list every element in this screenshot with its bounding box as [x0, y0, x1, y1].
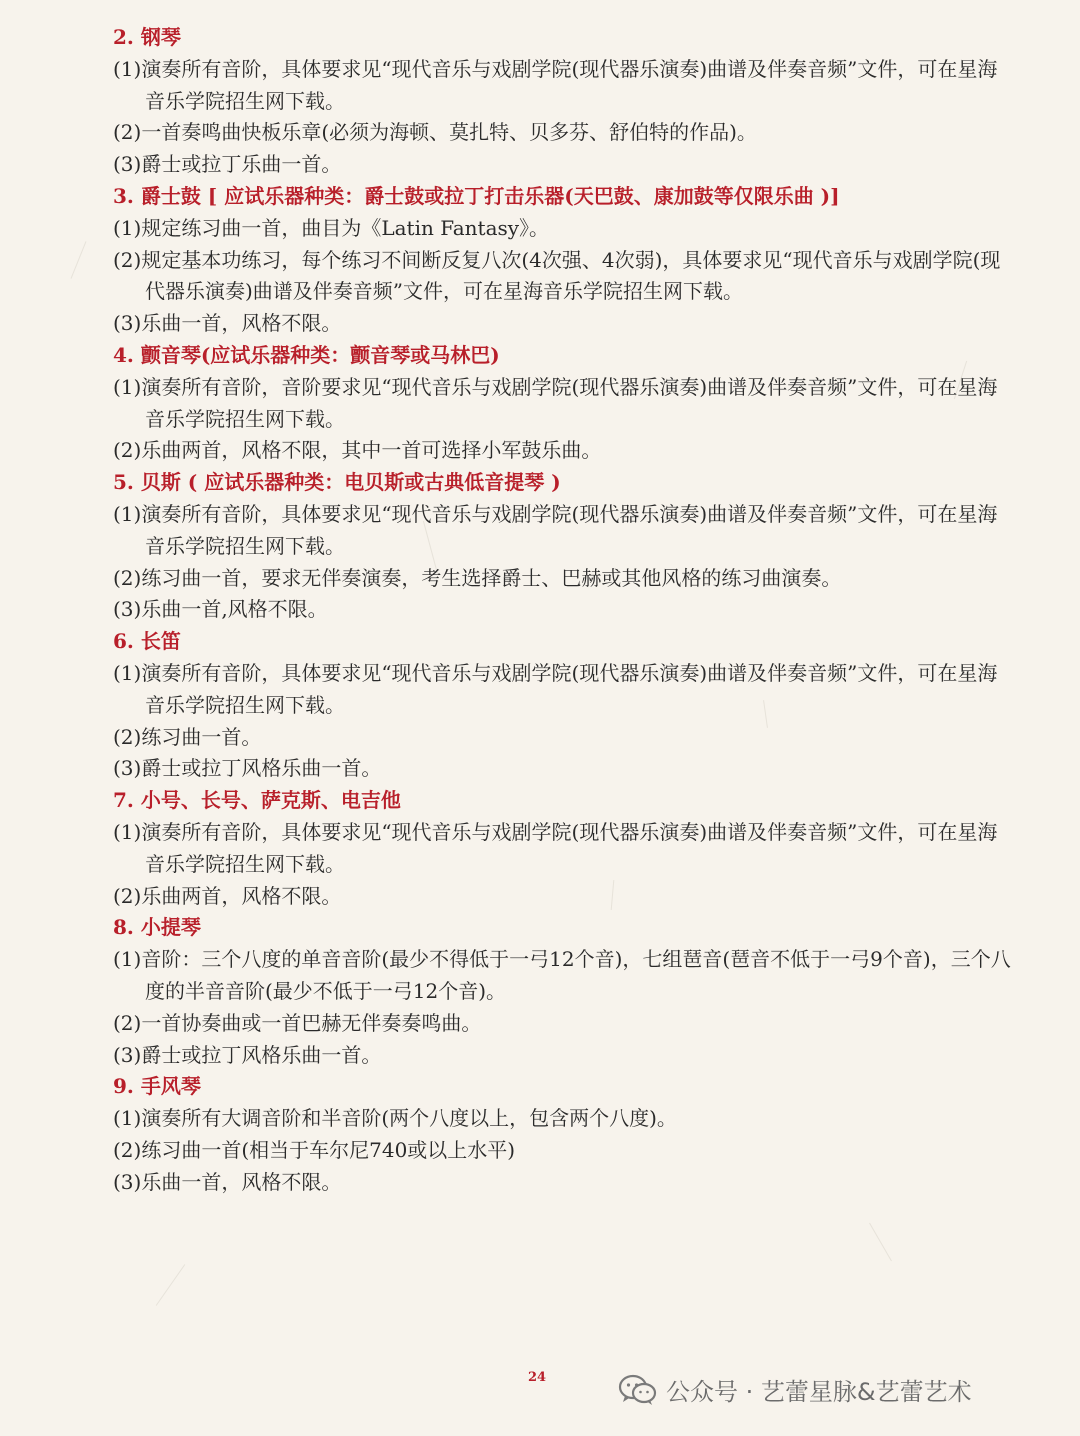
list-item: (1)规定练习曲一首，曲目为《Latin Fantasy》。	[113, 215, 550, 240]
section-title: 3. 爵士鼓 [ 应试乐器种类：爵士鼓或拉丁打击乐器(天巴鼓、康加鼓等仅限乐曲 )]	[113, 183, 840, 208]
list-item: (2)练习曲一首。	[113, 724, 262, 749]
watermark	[618, 1372, 972, 1407]
section-title: 8. 小提琴	[113, 915, 201, 940]
section-title: 7. 小号、长号、萨克斯、电吉他	[113, 788, 401, 813]
list-item: (3)乐曲一首,风格不限。	[113, 597, 328, 622]
list-item: (2)一首奏鸣曲快板乐章(必须为海顿、莫扎特、贝多芬、舒伯特的作品)。	[113, 120, 757, 145]
list-item: (1)演奏所有音阶，具体要求见“现代音乐与戏剧学院(现代器乐演奏)曲谱及伴奏音频”文件，可在星海音乐学院招生网下载。	[113, 56, 998, 113]
list-item: (2)乐曲两首，风格不限，其中一首可选择小军鼓乐曲。	[113, 438, 602, 463]
section-violin	[113, 912, 1013, 1071]
list-item: (2)一首协奏曲或一首巴赫无伴奏奏鸣曲。	[113, 1010, 482, 1035]
list-item: (1)演奏所有音阶，具体要求见“现代音乐与戏剧学院(现代器乐演奏)曲谱及伴奏音频”文件，可在星海音乐学院招生网下载。	[113, 660, 998, 717]
list-item: (2)练习曲一首(相当于车尔尼740或以上水平)	[113, 1137, 516, 1162]
list-item: (1)演奏所有大调音阶和半音阶(两个八度以上，包含两个八度)。	[113, 1106, 677, 1131]
list-item: (3)乐曲一首，风格不限。	[113, 1169, 342, 1194]
list-item: (1)演奏所有音阶，具体要求见“现代音乐与戏剧学院(现代器乐演奏)曲谱及伴奏音频”文件，可在星海音乐学院招生网下载。	[113, 819, 998, 876]
section-title: 2. 钢琴	[113, 25, 181, 49]
section-title: 6. 长笛	[113, 629, 181, 654]
section-title: 4. 颤音琴(应试乐器种类：颤音琴或马林巴)	[113, 342, 500, 367]
section-piano	[113, 22, 1013, 181]
list-item: (2)练习曲一首，要求无伴奏演奏，考生选择爵士、巴赫或其他风格的练习曲演奏。	[113, 565, 842, 590]
list-item: (3)爵士或拉丁风格乐曲一首。	[113, 756, 382, 781]
wechat-icon	[618, 1373, 658, 1407]
section-title: 9. 手风琴	[113, 1074, 201, 1099]
list-item: (1)演奏所有音阶，音阶要求见“现代音乐与戏剧学院(现代器乐演奏)曲谱及伴奏音频”文件，可在星海音乐学院招生网下载。	[113, 374, 998, 431]
list-item: (1)音阶：三个八度的单音音阶(最少不得低于一弓12个音)，七组琶音(琶音不低于一弓9个音)，三个八度的半音音阶(最少不低于一弓12个音)。	[113, 947, 1011, 1003]
watermark-text: 公众号 · 艺蕾星脉&艺蕾艺术	[666, 1378, 972, 1406]
section-title: 5. 贝斯 ( 应试乐器种类：电贝斯或古典低音提琴 )	[113, 470, 561, 495]
section-vibraphone	[113, 340, 1013, 467]
list-item: (2)规定基本功练习，每个练习不间断反复八次(4次强、4次弱)，具体要求见“现代音乐与戏剧学院(现代器乐演奏)曲谱及伴奏音频”文件，可在星海音乐学院招生网下载。	[113, 247, 1001, 304]
section-flute	[113, 626, 1013, 785]
page-number: 24	[528, 1370, 547, 1385]
list-item: (2)乐曲两首，风格不限。	[113, 883, 342, 908]
list-item: (3)爵士或拉丁乐曲一首。	[113, 152, 342, 177]
section-accordion	[113, 1071, 1013, 1198]
document-content	[113, 22, 1013, 1198]
section-brass-sax-guitar	[113, 785, 1013, 912]
section-bass	[113, 467, 1013, 626]
list-item: (3)爵士或拉丁风格乐曲一首。	[113, 1042, 382, 1067]
section-jazz-drums	[113, 181, 1013, 340]
list-item: (1)演奏所有音阶，具体要求见“现代音乐与戏剧学院(现代器乐演奏)曲谱及伴奏音频”文件，可在星海音乐学院招生网下载。	[113, 501, 998, 558]
list-item: (3)乐曲一首，风格不限。	[113, 311, 342, 336]
